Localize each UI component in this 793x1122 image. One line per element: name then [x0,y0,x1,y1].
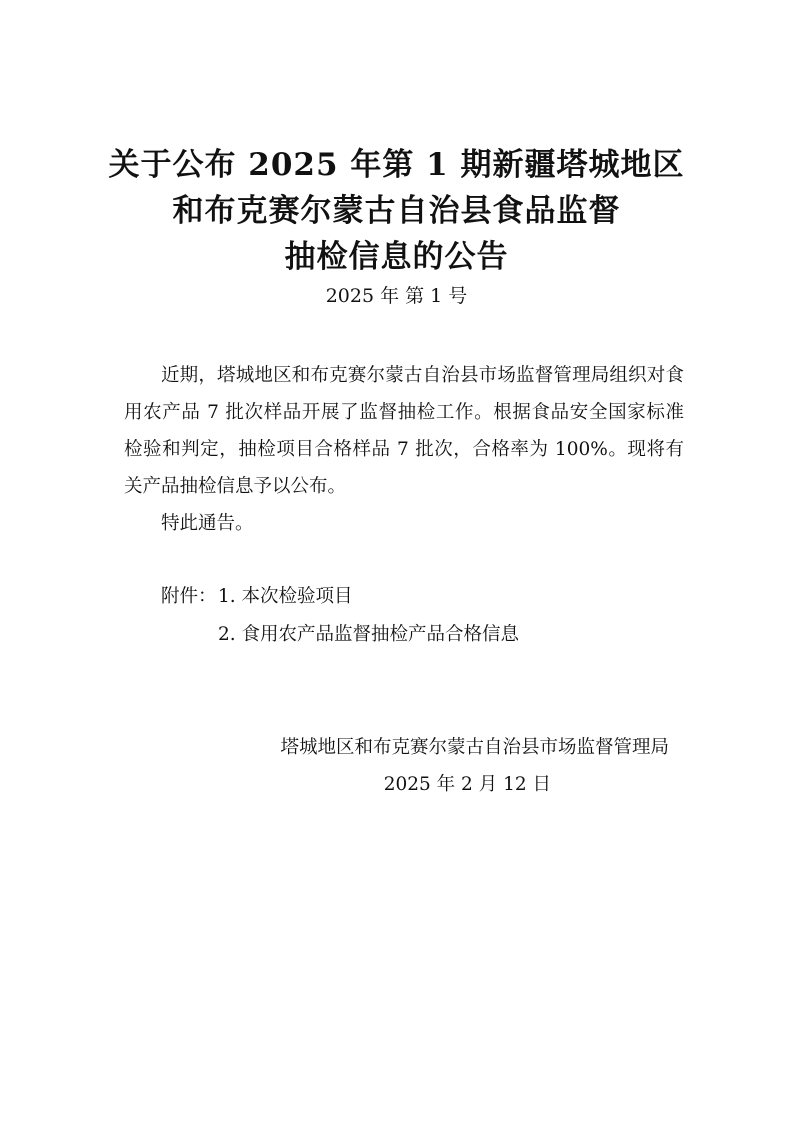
document-title-line-2: 和布克赛尔蒙古自治县食品监督 [172,193,621,229]
body-paragraph-main: 近期，塔城地区和布克赛尔蒙古自治县市场监督管理局组织对食用农产品 7 批次样品开展了监督抽检工作。根据食品安全国家标准检验和判定，抽检项目合格样品 7 批次，合格率为 100%。现将有关产品抽检信息予以公布。 [124,365,684,497]
attachment-item-1: 1. 本次检验项目 [218,586,353,607]
attachment-item-2: 2. 食用农产品监督抽检产品合格信息 [218,624,520,645]
issue-number: 2025 年 第 1 号 [325,285,468,307]
document-title-line-1: 关于公布 2025 年第 1 期新疆塔城地区 [108,147,685,183]
document-title-line-3: 抽检信息的公告 [284,239,509,275]
body-paragraph-closing: 特此通告。 [161,513,254,534]
signature-organization: 塔城地区和布克赛尔蒙古自治县市场监督管理局 [280,737,669,758]
signature-date: 2025 年 2 月 12 日 [383,774,551,795]
attachments-label: 附件： [161,586,217,607]
